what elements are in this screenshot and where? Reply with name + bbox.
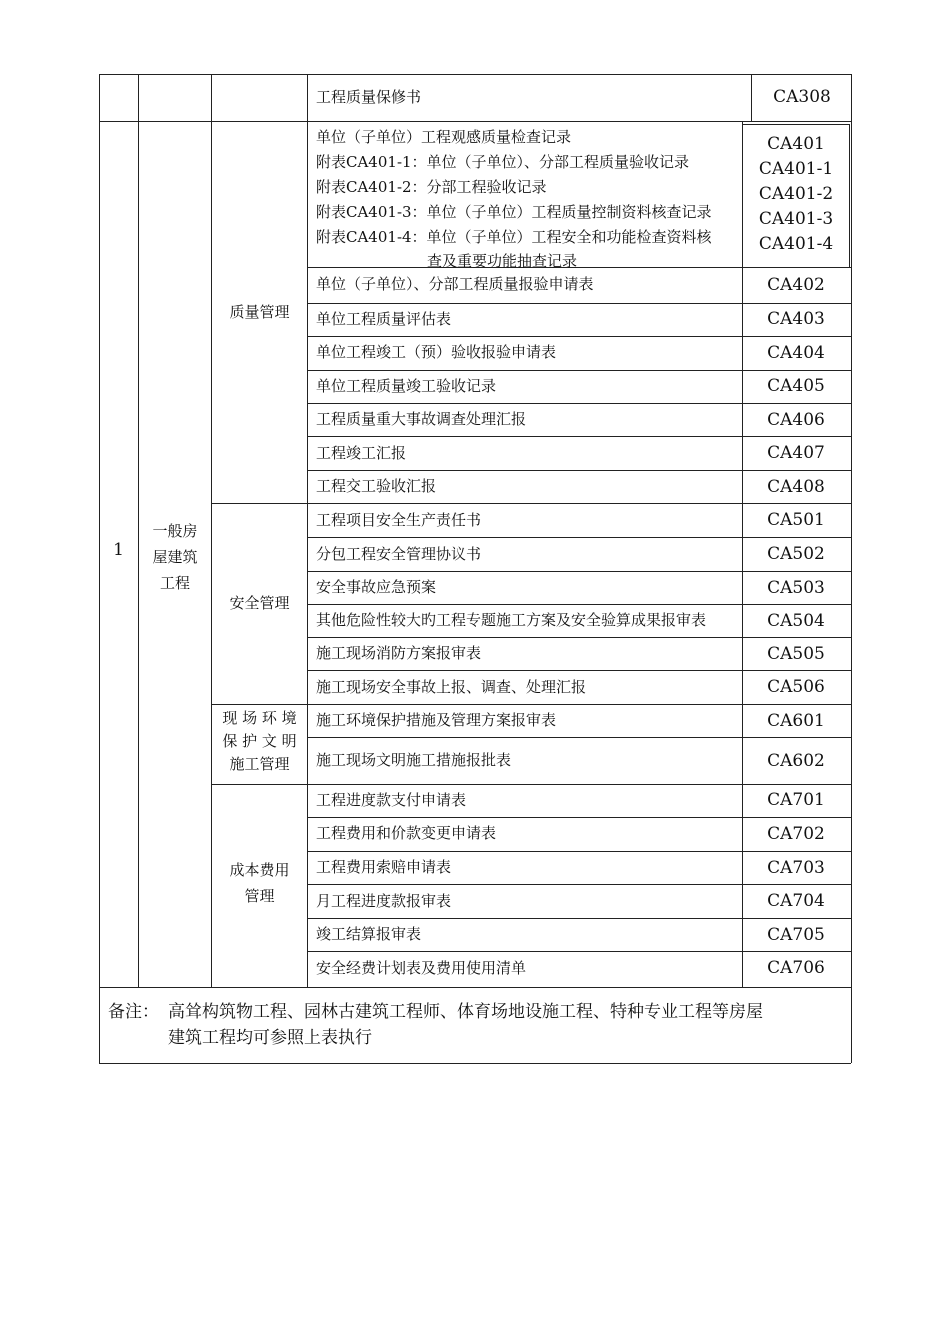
group-label-quality: 质量管理 — [229, 303, 290, 321]
top-row-code: CA308 — [773, 87, 831, 107]
table-row-code: CA602 — [767, 751, 825, 771]
table-row-code: CA505 — [767, 644, 825, 664]
table-row-code: CA405 — [767, 376, 825, 396]
table-row-item: 工程交工验收汇报 — [316, 477, 437, 495]
remark-line-1: 高耸构筑物工程、园林古建筑工程师、体育场地设施工程、特种专业工程等房屋 — [168, 1002, 763, 1022]
group-label-safety: 安全管理 — [229, 594, 290, 612]
section-number: 1 — [113, 540, 124, 560]
table-row-item: 工程进度款支付申请表 — [316, 791, 467, 809]
remark-line-2: 建筑工程均可参照上表执行 — [168, 1028, 372, 1048]
table-row-code: CA502 — [767, 544, 825, 564]
table-row-item: 工程费用索赔申请表 — [316, 858, 452, 876]
group-label-cost: 成本费用 管理 — [229, 861, 290, 905]
table-row-code: CA402 — [767, 275, 825, 295]
table-row-code: CA406 — [767, 410, 825, 430]
table-row-item: 单位工程竣工（预）验收报验申请表 — [316, 343, 557, 361]
table-row-code: CA407 — [767, 443, 825, 463]
top-row-item: 工程质量保修书 — [316, 88, 422, 106]
table-row-item: 分包工程安全管理协议书 — [316, 545, 482, 563]
table-row-item: 安全经费计划表及费用使用清单 — [316, 959, 527, 977]
table-row-item: 施工环境保护措施及管理方案报审表 — [316, 711, 557, 729]
table-row-item: 工程竣工汇报 — [316, 444, 407, 462]
table-row-item: 工程费用和价款变更申请表 — [316, 824, 497, 842]
table-row-item: 竣工结算报审表 — [316, 925, 422, 943]
table-row-item: 安全事故应急预案 — [316, 578, 437, 596]
table-row-item: 施工现场消防方案报审表 — [316, 644, 482, 662]
group-label-environment: 现 场 环 境 保 护 文 明 施工管理 — [222, 709, 297, 773]
table-row-code: CA504 — [767, 611, 825, 631]
table-row-code: CA403 — [767, 309, 825, 329]
table-row-code: CA704 — [767, 891, 825, 911]
table-row-item: 施工现场安全事故上报、调查、处理汇报 — [316, 678, 587, 696]
table-row-code: CA408 — [767, 477, 825, 497]
table-row-item: 月工程进度款报审表 — [316, 892, 452, 910]
remark-prefix: 备注： — [108, 1002, 159, 1022]
table-row-item: 单位（子单位）、分部工程质量报验申请表 — [316, 275, 594, 293]
table-row-code: CA503 — [767, 578, 825, 598]
table-row-item: 施工现场文明施工措施报批表 — [316, 751, 512, 769]
table-row-item: 单位工程质量评估表 — [316, 310, 452, 328]
section-name: 一般房 屋建筑 工程 — [152, 522, 198, 592]
table-row-code: CA601 — [767, 711, 825, 731]
table-row-code: CA705 — [767, 925, 825, 945]
table-row-code: CA703 — [767, 858, 825, 878]
table-row-code: CA706 — [767, 958, 825, 978]
ca401-codes: CA401 CA401-1 CA401-2 CA401-3 CA401-4 — [758, 134, 834, 254]
ca401-description: 单位（子单位）工程观感质量检查记录 附表CA401-1：单位（子单位）、分部工程质量验收记录 附表CA401-2：分部工程验收记录 附表CA401-3：单位（子单位）工程质量控制资料核查记录 附表CA401-4：单位（子单位）工程安全和功能检查资料核 查及重要功能抽查记录 — [316, 128, 712, 270]
table-row-item: 工程质量重大事故调查处理汇报 — [316, 410, 527, 428]
table-row-code: CA702 — [767, 824, 825, 844]
table-row-item: 其他危险性较大旳工程专题施工方案及安全验算成果报审表 — [316, 611, 707, 629]
table-row-code: CA501 — [767, 510, 825, 530]
table-row-code: CA701 — [767, 790, 825, 810]
table-row-item: 工程项目安全生产责任书 — [316, 511, 482, 529]
table-row-code: CA506 — [767, 677, 825, 697]
table-row-item: 单位工程质量竣工验收记录 — [316, 377, 497, 395]
table-row-code: CA404 — [767, 343, 825, 363]
